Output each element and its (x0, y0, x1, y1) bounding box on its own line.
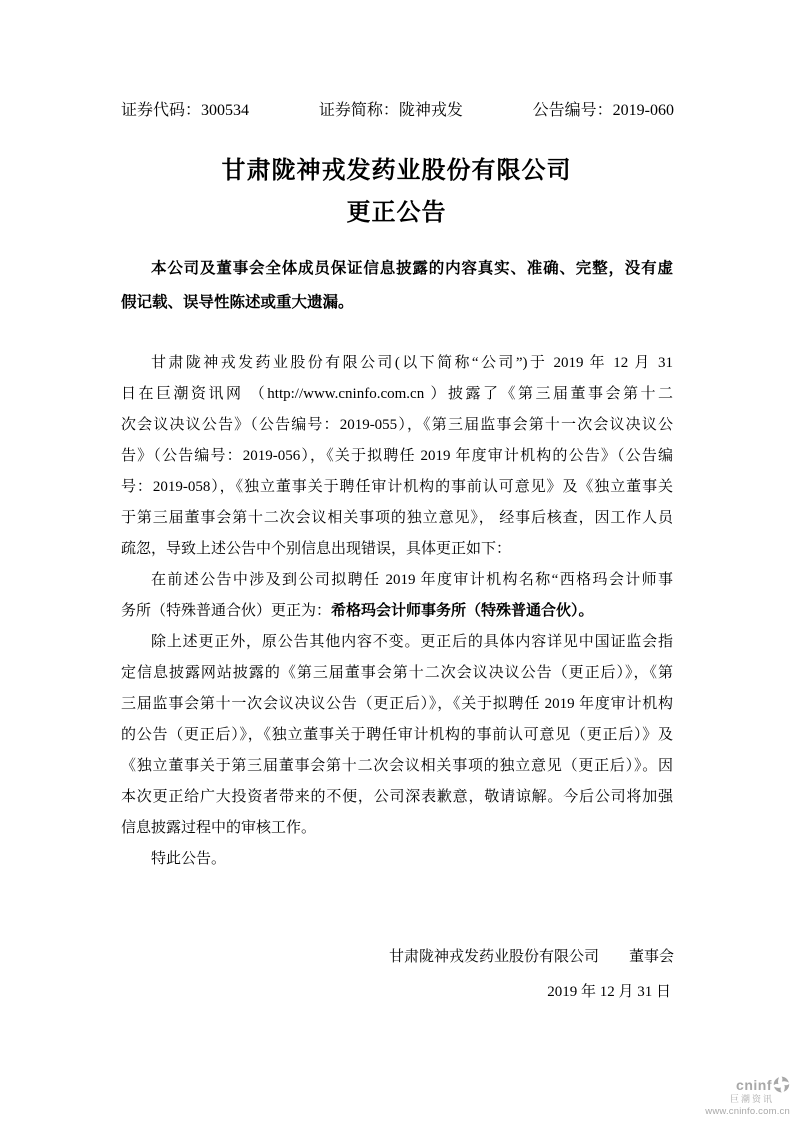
body-line: 《独立董事关于第三届董事会第十二次会议相关事项的独立意见（更正后）》。因 (121, 758, 673, 774)
stock-code: 证券代码：300534 (121, 102, 250, 119)
body-line: 三届监事会第十一次会议决议公告（更正后）》，《关于拟聘任 2019 年度审计机构 (121, 696, 673, 712)
document-type-title: 更正公告 (346, 200, 447, 226)
stock-abbreviation: 证券简称：陇神戎发 (318, 102, 463, 119)
announcement-body (121, 348, 673, 875)
signature-block (389, 942, 674, 1008)
disclaimer-line: 假记载、误导性陈述或重大遗漏。 (121, 294, 354, 311)
announcement-number: 公告编号：2019-060 (532, 102, 674, 119)
correction-prefix: 务所（特殊普通合伙）更正为： (121, 603, 332, 619)
body-line: 次会议决议公告》（公告编号：2019-055），《第三届监事会第十一次会议决议公 (121, 417, 673, 433)
signature-company: 甘肃陇神戎发药业股份有限公司 董事会 (388, 949, 674, 965)
body-line: 日在巨潮资讯网 （http://www.cninfo.com.cn ）披露了《第三届董事会第十二 (121, 386, 673, 402)
company-name-title: 甘肃陇神戎发药业股份有限公司 (221, 158, 572, 184)
title-block (0, 150, 793, 234)
cninfo-url-text: www.cninfo.com.cn (705, 1106, 790, 1117)
cninfo-brand-text: 巨潮资讯 (729, 1094, 774, 1104)
cninfo-logo-text: cninf (736, 1076, 772, 1093)
document-header (121, 101, 674, 121)
signature-date: 2019 年 12 月 31 日 (547, 984, 671, 1000)
body-line: 的公告（更正后）》，《独立董事关于聘任审计机构的事前认可意见（更正后）》及 (121, 727, 673, 743)
disclaimer-notice (121, 252, 673, 320)
body-line: 告》（公告编号：2019-056），《关于拟聘任 2019 年度审计机构的公告》（公告编 (121, 448, 673, 464)
body-line-correction (121, 596, 673, 627)
body-line: 疏忽，导致上述公告中个别信息出现错误，具体更正如下： (121, 541, 512, 557)
body-line: 本次更正给广大投资者带来的不便，公司深表歉意，敬请谅解。今后公司将加强 (121, 789, 673, 805)
body-line: 定信息披露网站披露的《第三届董事会第十二次会议决议公告（更正后）》，《第 (121, 665, 673, 681)
body-line: 甘肃陇神戎发药业股份有限公司(以下简称“公司”)于 2019 年 12 月 31 (151, 355, 673, 371)
body-line: 信息披露过程中的审核工作。 (121, 820, 317, 836)
body-line: 号：2019-058），《独立董事关于聘任审计机构的事前认可意见》及《独立董事关 (121, 479, 673, 495)
body-line: 在前述公告中涉及到公司拟聘任 2019 年度审计机构名称“西格玛会计师事 (151, 572, 673, 588)
body-line: 除上述更正外，原公告其他内容不变。更正后的具体内容详见中国证监会指 (151, 634, 673, 650)
cninfo-logo-row (705, 1076, 790, 1093)
cninfo-swirl-icon (773, 1076, 790, 1093)
cninfo-watermark (705, 1076, 790, 1117)
corrected-auditor-name: 希格玛会计师事务所（特殊普通合伙）。 (331, 603, 594, 619)
disclaimer-line: 本公司及董事会全体成员保证信息披露的内容真实、准确、完整，没有虚 (151, 260, 673, 277)
closing-line: 特此公告。 (151, 851, 227, 867)
body-line: 于第三届董事会第十二次会议相关事项的独立意见》， 经事后核查，因工作人员 (121, 510, 673, 526)
